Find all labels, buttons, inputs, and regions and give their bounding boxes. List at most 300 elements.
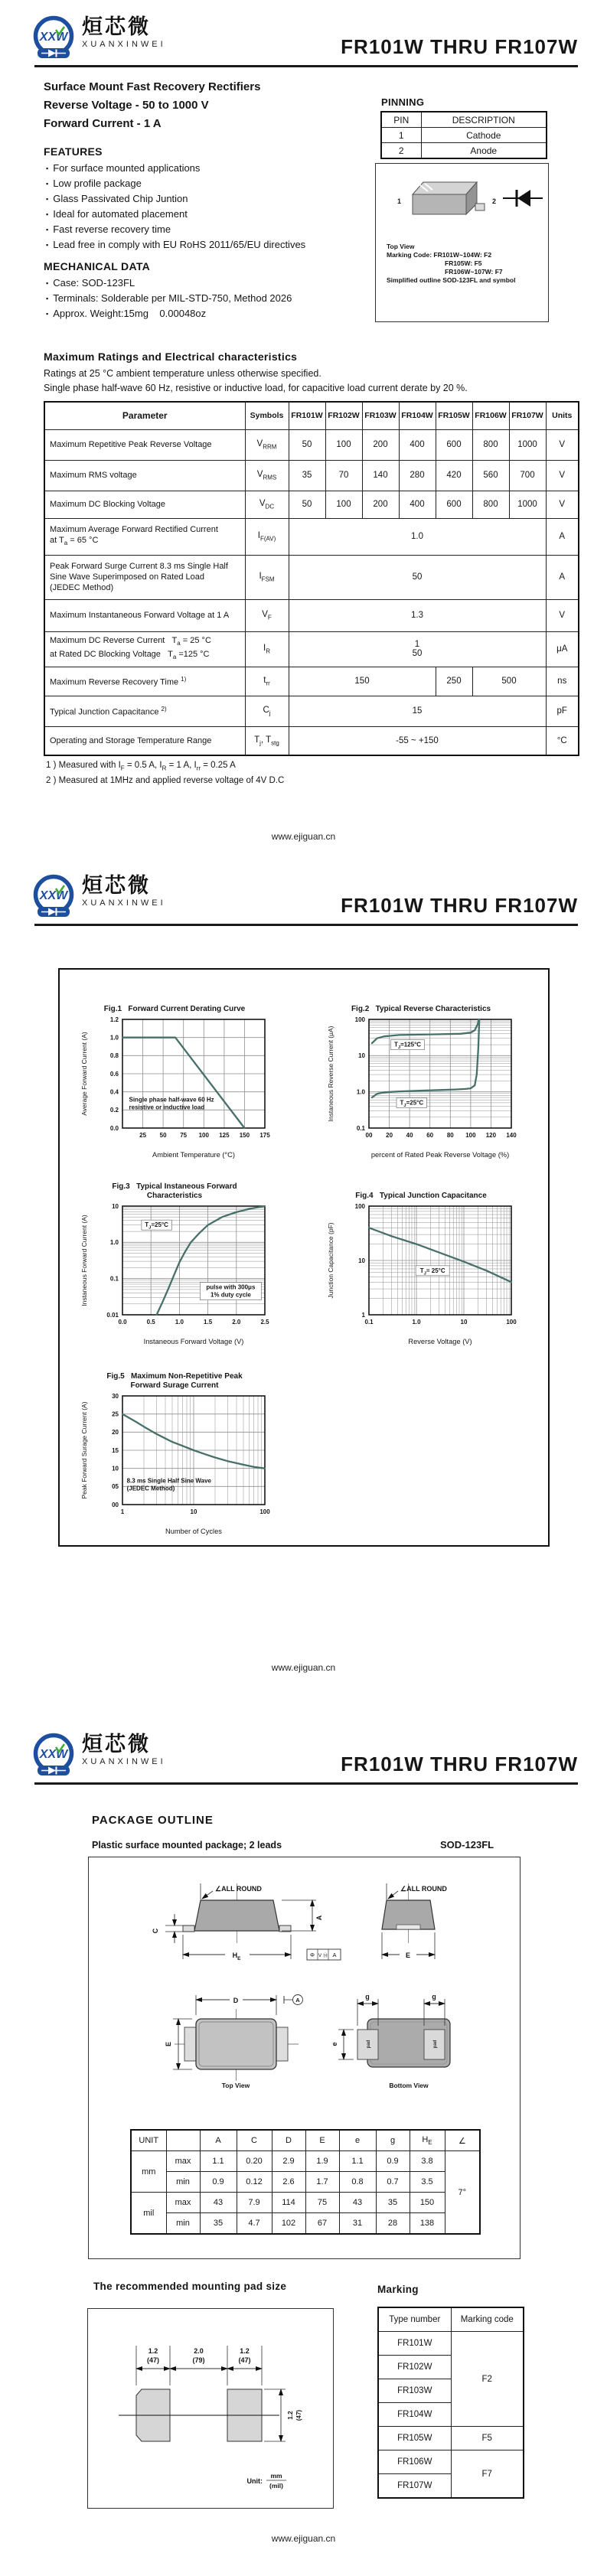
svg-text:0.0: 0.0: [118, 1319, 127, 1325]
page-3: [0, 1717, 607, 2576]
pad-unit-mm: mm: [270, 2472, 282, 2480]
dim-value-cell: 43: [339, 2193, 376, 2213]
ratings-row: [44, 460, 579, 491]
svg-text:100: 100: [506, 1319, 517, 1325]
symbol-cell: $V_F$: [245, 599, 289, 631]
svg-text:10: 10: [190, 1508, 197, 1515]
fig5-title: Fig.5 Maximum Non-Repetitive Peak Forward Surage Current: [106, 1372, 243, 1390]
package-outline-subheading: Plastic surface mounted package; 2 leads: [92, 1840, 282, 1850]
dim-value-cell: 28: [376, 2213, 410, 2235]
svg-text:0.5: 0.5: [146, 1319, 155, 1325]
dimension-header-cell: g: [376, 2130, 410, 2151]
dimension-header-row: [131, 2130, 480, 2151]
svg-text:0.8: 0.8: [109, 1052, 119, 1060]
dimension-header-cell: C: [237, 2130, 272, 2151]
svg-text:TJ=25°C: $T_J=25^\circ C$: [400, 1099, 424, 1108]
dim-value-cell: 0.8: [339, 2172, 376, 2193]
unit-cell: μA: [546, 631, 579, 667]
mounting-pad-drawing: [88, 2309, 333, 2508]
mechanical-item: ▪ Approx. Weight:15mg 0.00048oz: [46, 306, 292, 321]
feature-item: ▪ For surface mounted applications: [46, 161, 305, 176]
ratings-footnotes: [46, 759, 284, 787]
ratings-header-cell: FR105W: [436, 402, 472, 429]
svg-text:25: 25: [112, 1410, 119, 1418]
value-cell: 500: [472, 667, 546, 696]
symbol-cell: $I_{FSM}$: [245, 555, 289, 599]
dimension-header-cell: D: [272, 2130, 305, 2151]
svg-text:2.5: 2.5: [260, 1319, 269, 1325]
ratings-row: [44, 631, 579, 667]
page-2: [0, 859, 607, 1717]
type-number-cell: FR102W: [378, 2356, 451, 2379]
package-figure-captions: [376, 241, 548, 285]
value-cell: 140: [362, 460, 399, 491]
dim-value-cell: 7.9: [237, 2193, 272, 2213]
symbol-cell: $V_{DC}$: [245, 491, 289, 518]
svg-text:05: 05: [112, 1483, 119, 1491]
fig1-chart: [78, 1013, 271, 1164]
dim-value-cell: 1.1: [200, 2151, 237, 2172]
dim-he-label: $H_E$: [232, 1952, 241, 1961]
dim-e-label: E: [405, 1952, 411, 1959]
pinning-header-row: [381, 112, 547, 128]
mechanical-list: [46, 276, 292, 321]
dim-value-cell: 2.6: [272, 2172, 305, 2193]
pinning-table: [380, 111, 547, 159]
marking-table: [377, 2307, 524, 2499]
dimension-row: [131, 2213, 480, 2235]
feature-item: ▪ Ideal for automated placement: [46, 207, 305, 222]
package-caption-line: FR106W~107W: F7: [445, 268, 503, 276]
unit-cell: V: [546, 491, 579, 518]
feature-item: ▪ Low profile package: [46, 176, 305, 191]
svg-text:15: 15: [112, 1446, 119, 1454]
dim-e-label: E: [165, 2041, 172, 2047]
svg-text:100: 100: [354, 1016, 365, 1023]
value-cell: 250: [436, 667, 472, 696]
tolerance-cell: A: [332, 1952, 337, 1958]
fig3-title: Fig.3 Typical Instaneous Forward Characteristics: [112, 1182, 237, 1200]
feature-item: ▪ Fast reverse recovery time: [46, 222, 305, 237]
svg-text:175: 175: [259, 1132, 270, 1139]
dim-value-cell: 0.9: [200, 2172, 237, 2193]
svg-text:100: 100: [465, 1132, 476, 1139]
parameter-cell: Maximum Average Forward Rectified Current at $T_a = 65$ °C: [44, 518, 245, 555]
symbol-cell: $V_{RMS}$: [245, 460, 289, 491]
ratings-row: [44, 667, 579, 696]
dim-value-cell: 3.5: [410, 2172, 445, 2193]
marking-heading: Marking: [377, 2284, 419, 2295]
value-cell: 1.3: [289, 599, 546, 631]
logo-mark-icon: [31, 874, 77, 921]
svg-text:1.0: 1.0: [109, 1239, 119, 1247]
doc-title: FR101W THRU FR107W: [341, 35, 578, 58]
svg-text:TJ=25°C: $T_J=25^\circ C$: [145, 1221, 168, 1231]
svg-text:75: 75: [180, 1132, 188, 1139]
dim-d-label: D: [233, 1997, 239, 2004]
fig1-block: [75, 990, 274, 1164]
value-cell: 150: [289, 667, 436, 696]
footer-url: www.ejiguan.cn: [271, 2533, 336, 2544]
fig3-chart: [78, 1200, 271, 1351]
fig1-title: Fig.1 Forward Current Derating Curve: [103, 1004, 246, 1013]
value-cell: 600: [436, 429, 472, 460]
pad-dim-mil: (79): [192, 2356, 205, 2364]
ratings-row: [44, 555, 579, 599]
ratings-condition-line: Single phase half-wave 60 Hz, resistive or inductive load, for capacitive load current derate by 20 %.: [44, 383, 468, 393]
unit-cell: V: [546, 460, 579, 491]
value-cell: 35: [289, 460, 325, 491]
svg-text:percent of Rated Peak Reverse: percent of Rated Peak Reverse Voltage (%): [370, 1151, 510, 1159]
svg-text:10: 10: [112, 1202, 119, 1210]
dim-e-pitch-label: e: [331, 2042, 338, 2046]
all-round-label: ∠ALL ROUND: [215, 1885, 262, 1893]
footnote-line: 2 ) Measured at 1MHz and applied reverse voltage of 4V D.C: [46, 776, 285, 786]
features-heading: FEATURES: [44, 145, 103, 158]
parameter-cell: Maximum RMS voltage: [44, 460, 245, 491]
pad-dim-side-mil: (47): [295, 2409, 302, 2421]
svg-text:Number of Cycles: Number of Cycles: [165, 1528, 222, 1535]
unit-cell: V: [546, 599, 579, 631]
svg-text:10: 10: [460, 1319, 468, 1325]
fig4-block: [321, 1177, 521, 1351]
marking-header-cell: Type number: [378, 2307, 451, 2332]
fig2-chart: [325, 1013, 517, 1164]
header-rule: [34, 65, 578, 67]
dim-value-cell: 150: [410, 2193, 445, 2213]
dim-value-cell: 0.20: [237, 2151, 272, 2172]
svg-text:1.0: 1.0: [412, 1319, 421, 1325]
parameter-cell: Maximum Reverse Recovery Time $^{1)}$: [44, 667, 245, 696]
unit-cell: °C: [546, 726, 579, 755]
logo-mark-icon: [31, 15, 77, 63]
pinning-table-wrap: [380, 111, 547, 159]
dim-value-cell: 0.12: [237, 2172, 272, 2193]
unit-name-cell: mil: [131, 2193, 166, 2235]
fig2-block: [321, 990, 521, 1164]
dim-value-cell: 43: [200, 2193, 237, 2213]
dimension-table: [130, 2129, 481, 2235]
dim-value-cell: 3.8: [410, 2151, 445, 2172]
top-view-caption: Top View: [221, 2082, 250, 2089]
ratings-condition-line: Ratings at 25 °C ambient temperature unless otherwise specified.: [44, 368, 321, 379]
unit-cell: A: [546, 518, 579, 555]
brand-name-en: XUANXINWEI: [82, 40, 166, 50]
dim-value-cell: 35: [200, 2213, 237, 2235]
dim-value-cell: 75: [305, 2193, 339, 2213]
limit-cell: max: [166, 2193, 200, 2213]
package-outline-box: [88, 1857, 521, 2259]
ratings-header-row: [44, 402, 579, 429]
subtitle-line: Reverse Voltage - 50 to 1000 V: [44, 99, 209, 112]
pinning-cell: Cathode: [421, 128, 547, 143]
pad-label: pad: [433, 2040, 438, 2049]
svg-text:1% duty cycle: 1% duty cycle: [210, 1291, 251, 1299]
value-cell: 1000: [509, 491, 546, 518]
mounting-pad-box: [87, 2308, 334, 2509]
dimension-header-cell: e: [339, 2130, 376, 2151]
svg-text:1: 1: [120, 1508, 125, 1515]
package-caption-line: FR105W: F5: [445, 259, 482, 267]
bottom-view-caption: Bottom View: [389, 2082, 429, 2089]
value-cell: 600: [436, 491, 472, 518]
ratings-row: [44, 491, 579, 518]
brand-name-zh: 烜芯微: [82, 874, 151, 897]
svg-text:0.01: 0.01: [106, 1311, 119, 1319]
unit-cell: ns: [546, 667, 579, 696]
svg-text:100: 100: [198, 1132, 209, 1139]
svg-text:1.0: 1.0: [356, 1088, 365, 1096]
svg-text:1: 1: [361, 1311, 365, 1319]
dimension-header-cell: E: [305, 2130, 339, 2151]
svg-text:50: 50: [159, 1132, 167, 1139]
angle-value-cell: 7°: [445, 2151, 480, 2235]
svg-text:20: 20: [112, 1429, 119, 1436]
svg-text:80: 80: [446, 1132, 454, 1139]
value-cell: 400: [399, 429, 436, 460]
dimension-row: [131, 2151, 480, 2172]
svg-text:100: 100: [354, 1202, 365, 1210]
logo-mark-icon: [31, 1733, 77, 1780]
svg-text:120: 120: [485, 1132, 497, 1139]
dim-a-label: A: [315, 1915, 323, 1921]
brand-name-en: XUANXINWEI: [82, 898, 166, 908]
unit-name-cell: mm: [131, 2151, 166, 2193]
value-cell: 1.0: [289, 518, 546, 555]
svg-text:0.1: 0.1: [109, 1275, 119, 1283]
pad-dim-mil: (47): [238, 2356, 251, 2364]
fig5-chart: [78, 1390, 271, 1541]
symbol-cell: $T_j$, $T_{stg}$: [245, 726, 289, 755]
pad-dim-mm: 2.0: [194, 2347, 204, 2355]
svg-text:140: 140: [506, 1132, 517, 1139]
datum-a-label: A: [295, 1997, 300, 2004]
value-cell: 200: [362, 429, 399, 460]
ratings-header-cell: FR106W: [472, 402, 509, 429]
ratings-row: [44, 599, 579, 631]
footer-url: www.ejiguan.cn: [271, 831, 336, 842]
marking-code-cell: F2: [451, 2332, 524, 2427]
pad-label: pad: [367, 2040, 371, 2049]
footnote-line: 1 ) Measured with $I_F = 0.5$ A, $I_R = 1$ A, $I_{rr} = 0.25$ A: [46, 761, 236, 772]
brand-logo: [31, 874, 166, 921]
value-cell: 50: [289, 555, 546, 599]
pad-dim-side-mm: 1.2: [287, 2411, 294, 2420]
header-rule: [34, 1782, 578, 1785]
svg-text:pulse with 300μs: pulse with 300μs: [206, 1283, 256, 1291]
parameter-cell: Typical Junction Capacitance $^{2)}$: [44, 696, 245, 726]
value-cell: 1000: [509, 429, 546, 460]
svg-text:1.5: 1.5: [204, 1319, 213, 1325]
pinning-row: [381, 128, 547, 143]
svg-text:125: 125: [219, 1132, 230, 1139]
value-cell: 280: [399, 460, 436, 491]
brand-logo: [31, 1733, 166, 1780]
svg-text:1.0: 1.0: [175, 1319, 184, 1325]
marking-header-cell: Marking code: [451, 2307, 524, 2332]
ratings-row: [44, 518, 579, 555]
svg-text:Instaneous Reverse Current (μA: Instaneous Reverse Current (μA): [327, 1026, 335, 1122]
pad-dim-mm: 1.2: [148, 2347, 158, 2355]
brand-name-zh: 烜芯微: [82, 1733, 151, 1756]
symbol-cell: $I_{F(AV)}$: [245, 518, 289, 555]
dim-value-cell: 67: [305, 2213, 339, 2235]
dimension-row: [131, 2193, 480, 2213]
type-number-cell: FR107W: [378, 2474, 451, 2499]
package-caption-line: Top View: [387, 243, 415, 250]
dim-value-cell: 4.7: [237, 2213, 272, 2235]
ratings-heading: Maximum Ratings and Electrical characteristics: [44, 351, 298, 363]
ratings-table-wrap: [44, 401, 579, 756]
marking-row: [378, 2332, 524, 2356]
svg-text:Peak Forward Surage Current (A: Peak Forward Surage Current (A): [80, 1401, 88, 1499]
symbol-cell: $t_{rr}$: [245, 667, 289, 696]
svg-text:XXW: XXW: [39, 31, 68, 44]
pinning-header-cell: PIN: [381, 112, 421, 128]
pinning-header-cell: DESCRIPTION: [421, 112, 547, 128]
type-number-cell: FR105W: [378, 2427, 451, 2450]
parameter-cell: Peak Forward Surge Current 8.3 ms Single Half Sine Wave Superimposed on Rated Load (JEDEC Method): [44, 555, 245, 599]
svg-text:0.1: 0.1: [364, 1319, 374, 1325]
tolerance-cell: Φ: [310, 1952, 315, 1958]
svg-text:0.6: 0.6: [109, 1070, 119, 1078]
fig4-title: Fig.4 Typical Junction Capacitance: [355, 1191, 487, 1200]
marking-code-cell: F5: [451, 2427, 524, 2450]
value-cell: 200: [362, 491, 399, 518]
brand-name-en: XUANXINWEI: [82, 1757, 166, 1767]
svg-text:resistive or inductive load: resistive or inductive load: [129, 1104, 205, 1111]
parameter-cell: Maximum Instantaneous Forward Voltage at 1 A: [44, 599, 245, 631]
ratings-header-cell: FR103W: [362, 402, 399, 429]
value-cell: 50: [289, 429, 325, 460]
dim-c-label: C: [152, 1928, 159, 1934]
features-list: [46, 161, 305, 253]
dim-value-cell: 102: [272, 2213, 305, 2235]
fig5-block: [75, 1367, 274, 1541]
package-top-view-icon: [376, 164, 548, 237]
type-number-cell: FR101W: [378, 2332, 451, 2356]
unit-cell: pF: [546, 696, 579, 726]
dimension-header-cell: ∠: [445, 2130, 480, 2151]
package-caption-line: Simplified outline SOD-123FL and symbol: [387, 276, 516, 284]
dim-g-label: g: [432, 1993, 436, 2000]
parameter-cell: Maximum DC Reverse Current $T_a = 25$ °C at Rated DC Blocking Voltage $T_a =125$ °C: [44, 631, 245, 667]
ratings-header-cell: Units: [546, 402, 579, 429]
brand-name-zh: 烜芯微: [82, 15, 151, 38]
svg-text:00: 00: [112, 1501, 119, 1508]
value-cell: 560: [472, 460, 509, 491]
pad-dim-mil: (47): [146, 2356, 160, 2364]
pinning-row: [381, 143, 547, 159]
ratings-row: [44, 726, 579, 755]
type-number-cell: FR106W: [378, 2450, 451, 2474]
svg-text:Average Forward Current (A): Average Forward Current (A): [80, 1032, 88, 1116]
parameter-cell: Maximum Repetitive Peak Reverse Voltage: [44, 429, 245, 460]
ratings-header-cell: FR102W: [325, 402, 362, 429]
value-cell: -55 ~ +150: [289, 726, 546, 755]
ratings-header-cell: Symbols: [245, 402, 289, 429]
svg-text:150: 150: [239, 1132, 250, 1139]
svg-text:TJ=125°C: $T_J=125^\circ C$: [393, 1041, 422, 1051]
doc-title: FR101W THRU FR107W: [341, 1753, 578, 1775]
svg-text:0.2: 0.2: [109, 1107, 119, 1114]
svg-text:10: 10: [358, 1257, 365, 1264]
svg-text:Instaneous Forward Current (A): Instaneous Forward Current (A): [80, 1215, 88, 1306]
tolerance-cell: V Ⓜ: [318, 1953, 328, 1958]
package-name: SOD-123FL: [440, 1839, 494, 1850]
fig4-chart: [325, 1200, 517, 1351]
pad-unit-mil: (mil): [269, 2482, 283, 2490]
dim-value-cell: 138: [410, 2213, 445, 2235]
pinning-heading: PINNING: [381, 96, 425, 108]
ratings-row: [44, 696, 579, 726]
brand-logo: [31, 15, 166, 63]
mechanical-item: ▪ Case: SOD-123FL: [46, 276, 292, 291]
svg-text:0.0: 0.0: [109, 1124, 119, 1132]
dimension-header-cell: A: [200, 2130, 237, 2151]
value-cell: 1 50: [289, 631, 546, 667]
svg-text:1: 1: [397, 197, 402, 205]
value-cell: 100: [325, 429, 362, 460]
svg-text:Single phase half-wave 60 Hz: Single phase half-wave 60 Hz: [129, 1096, 214, 1104]
svg-text:XXW: XXW: [39, 889, 68, 902]
marking-header-row: [378, 2307, 524, 2332]
svg-text:60: 60: [426, 1132, 434, 1139]
svg-text:20: 20: [386, 1132, 393, 1139]
symbol-cell: $I_R$: [245, 631, 289, 667]
subtitle-line: Surface Mount Fast Recovery Rectifiers: [44, 80, 261, 93]
value-cell: 700: [509, 460, 546, 491]
svg-text:Reverse Voltage (V): Reverse Voltage (V): [408, 1338, 472, 1345]
dimension-table-wrap: [130, 2129, 481, 2235]
unit-cell: V: [546, 429, 579, 460]
limit-cell: min: [166, 2213, 200, 2235]
feature-item: ▪ Lead free in comply with EU RoHS 2011/65/EU directives: [46, 237, 305, 253]
package-caption-line: Marking Code: FR101W~104W: F2: [387, 251, 492, 259]
value-cell: 70: [325, 460, 362, 491]
package-figure-box: [375, 163, 549, 322]
feature-item: ▪ Glass Passivated Chip Juntion: [46, 191, 305, 207]
svg-text:XXW: XXW: [39, 1748, 68, 1761]
package-outline-heading: PACKAGE OUTLINE: [92, 1814, 214, 1827]
subtitle-line: Forward Current - 1 A: [44, 117, 162, 130]
mounting-pad-heading: The recommended mounting pad size: [93, 2281, 287, 2292]
value-cell: 800: [472, 429, 509, 460]
svg-text:10: 10: [358, 1052, 365, 1060]
dimension-header-cell: UNIT: [131, 2130, 166, 2151]
pad-dim-mm: 1.2: [240, 2347, 250, 2355]
svg-text:TJ= 25°C: $T_J= 25^\circ C$: [419, 1267, 445, 1277]
pinning-cell: Anode: [421, 143, 547, 159]
pad-unit-label: Unit:: [246, 2477, 263, 2485]
doc-title: FR101W THRU FR107W: [341, 894, 578, 917]
svg-text:2: 2: [492, 197, 497, 205]
type-number-cell: FR103W: [378, 2379, 451, 2403]
svg-text:10: 10: [112, 1465, 119, 1472]
svg-text:1.0: 1.0: [109, 1034, 119, 1042]
footer-url: www.ejiguan.cn: [271, 1662, 336, 1673]
marking-code-cell: F7: [451, 2450, 524, 2499]
mechanical-heading: MECHANICAL DATA: [44, 260, 151, 272]
dim-value-cell: 1.7: [305, 2172, 339, 2193]
dim-value-cell: 1.1: [339, 2151, 376, 2172]
dim-value-cell: 2.9: [272, 2151, 305, 2172]
all-round-label: ∠ALL ROUND: [400, 1885, 447, 1893]
type-number-cell: FR104W: [378, 2403, 451, 2427]
marking-table-wrap: [377, 2307, 524, 2499]
dim-g-label: g: [365, 1993, 370, 2000]
pinning-cell: 2: [381, 143, 421, 159]
